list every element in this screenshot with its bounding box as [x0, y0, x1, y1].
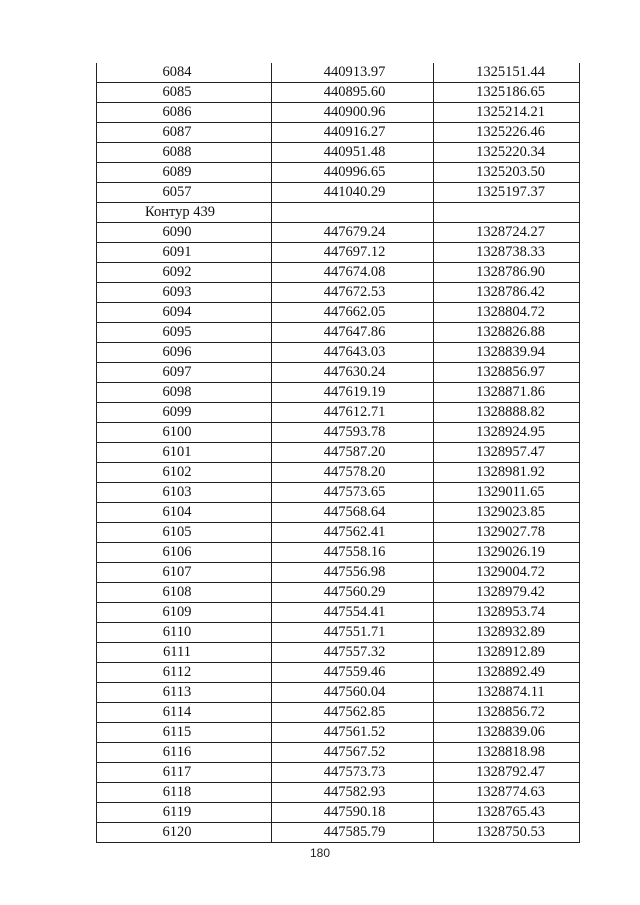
x-coordinate-cell: 447559.46	[272, 663, 434, 683]
table-row	[97, 403, 580, 423]
table-row	[97, 483, 580, 503]
table-row	[97, 523, 580, 543]
y-coordinate-cell: 1328724.27	[434, 223, 580, 243]
table-row	[97, 183, 580, 203]
table-row	[97, 643, 580, 663]
x-coordinate-cell: 447585.79	[272, 823, 434, 843]
table-row	[97, 763, 580, 783]
y-coordinate-cell: 1328871.86	[434, 383, 580, 403]
table-row	[97, 263, 580, 283]
point-number-cell: 6093	[97, 283, 272, 303]
table-row	[97, 83, 580, 103]
point-number-cell: 6115	[97, 723, 272, 743]
point-number-cell: 6110	[97, 623, 272, 643]
table-row	[97, 243, 580, 263]
table-row	[97, 723, 580, 743]
x-coordinate-cell: 447590.18	[272, 803, 434, 823]
x-coordinate-cell: 447672.53	[272, 283, 434, 303]
point-number-cell: 6120	[97, 823, 272, 843]
point-number-cell: 6099	[97, 403, 272, 423]
table-row	[97, 123, 580, 143]
y-coordinate-cell: 1328953.74	[434, 603, 580, 623]
table-row	[97, 363, 580, 383]
x-coordinate-cell: 440913.97	[272, 63, 434, 83]
x-coordinate-cell: 447578.20	[272, 463, 434, 483]
point-number-cell: 6091	[97, 243, 272, 263]
x-coordinate-cell: 440900.96	[272, 103, 434, 123]
x-coordinate-cell: 447557.32	[272, 643, 434, 663]
point-number-cell: 6094	[97, 303, 272, 323]
y-coordinate-cell: 1325220.34	[434, 143, 580, 163]
point-number-cell: 6117	[97, 763, 272, 783]
y-coordinate-cell: 1328750.53	[434, 823, 580, 843]
y-coordinate-cell: 1328839.06	[434, 723, 580, 743]
x-coordinate-cell: 447573.73	[272, 763, 434, 783]
table-row	[97, 623, 580, 643]
x-coordinate-cell: 440951.48	[272, 143, 434, 163]
x-coordinate-cell: 440895.60	[272, 83, 434, 103]
point-number-cell: 6105	[97, 523, 272, 543]
table-row	[97, 783, 580, 803]
table-row	[97, 223, 580, 243]
point-number-cell: 6108	[97, 583, 272, 603]
coordinates-table	[96, 63, 580, 843]
point-number-cell: 6109	[97, 603, 272, 623]
point-number-cell: 6118	[97, 783, 272, 803]
y-coordinate-cell: 1328786.90	[434, 263, 580, 283]
y-coordinate-cell: 1325203.50	[434, 163, 580, 183]
point-number-cell: 6097	[97, 363, 272, 383]
section-row	[97, 203, 580, 223]
x-coordinate-cell: 447567.52	[272, 743, 434, 763]
point-number-cell: 6114	[97, 703, 272, 723]
table-row	[97, 383, 580, 403]
y-coordinate-cell: 1328957.47	[434, 443, 580, 463]
y-coordinate-cell: 1328792.47	[434, 763, 580, 783]
table-row	[97, 283, 580, 303]
x-coordinate-cell: 447630.24	[272, 363, 434, 383]
table-cell-empty	[272, 203, 434, 223]
y-coordinate-cell: 1328786.42	[434, 283, 580, 303]
x-coordinate-cell: 447619.19	[272, 383, 434, 403]
x-coordinate-cell: 447556.98	[272, 563, 434, 583]
table-row	[97, 563, 580, 583]
y-coordinate-cell: 1329011.65	[434, 483, 580, 503]
point-number-cell: 6100	[97, 423, 272, 443]
y-coordinate-cell: 1328774.63	[434, 783, 580, 803]
point-number-cell: 6092	[97, 263, 272, 283]
table-row	[97, 543, 580, 563]
y-coordinate-cell: 1328765.43	[434, 803, 580, 823]
y-coordinate-cell: 1328912.89	[434, 643, 580, 663]
point-number-cell: 6088	[97, 143, 272, 163]
coordinate-sheet	[96, 63, 579, 843]
y-coordinate-cell: 1328738.33	[434, 243, 580, 263]
point-number-cell: 6112	[97, 663, 272, 683]
table-row	[97, 443, 580, 463]
x-coordinate-cell: 447593.78	[272, 423, 434, 443]
page-number: 180	[309, 846, 331, 860]
point-number-cell: 6106	[97, 543, 272, 563]
table-row	[97, 663, 580, 683]
x-coordinate-cell: 447582.93	[272, 783, 434, 803]
x-coordinate-cell: 440996.65	[272, 163, 434, 183]
point-number-cell: 6084	[97, 63, 272, 83]
x-coordinate-cell: 447560.29	[272, 583, 434, 603]
table-row	[97, 423, 580, 443]
y-coordinate-cell: 1328979.42	[434, 583, 580, 603]
y-coordinate-cell: 1328888.82	[434, 403, 580, 423]
table-row	[97, 703, 580, 723]
table-row	[97, 143, 580, 163]
point-number-cell: 6095	[97, 323, 272, 343]
table-row	[97, 823, 580, 843]
table-row	[97, 63, 580, 83]
table-row	[97, 803, 580, 823]
y-coordinate-cell: 1325197.37	[434, 183, 580, 203]
table-row	[97, 503, 580, 523]
x-coordinate-cell: 447560.04	[272, 683, 434, 703]
y-coordinate-cell: 1328856.72	[434, 703, 580, 723]
section-label: Контур 439	[97, 203, 272, 223]
x-coordinate-cell: 447612.71	[272, 403, 434, 423]
x-coordinate-cell: 447643.03	[272, 343, 434, 363]
table-row	[97, 163, 580, 183]
y-coordinate-cell: 1325214.21	[434, 103, 580, 123]
y-coordinate-cell: 1325226.46	[434, 123, 580, 143]
point-number-cell: 6113	[97, 683, 272, 703]
table-row	[97, 323, 580, 343]
y-coordinate-cell: 1329004.72	[434, 563, 580, 583]
y-coordinate-cell: 1328804.72	[434, 303, 580, 323]
table-cell-empty	[434, 203, 580, 223]
x-coordinate-cell: 441040.29	[272, 183, 434, 203]
table-row	[97, 303, 580, 323]
table-row	[97, 743, 580, 763]
y-coordinate-cell: 1329023.85	[434, 503, 580, 523]
table-row	[97, 343, 580, 363]
point-number-cell: 6102	[97, 463, 272, 483]
point-number-cell: 6116	[97, 743, 272, 763]
coordinates-table-body	[97, 63, 580, 843]
y-coordinate-cell: 1328826.88	[434, 323, 580, 343]
table-row	[97, 583, 580, 603]
x-coordinate-cell: 447562.85	[272, 703, 434, 723]
x-coordinate-cell: 447679.24	[272, 223, 434, 243]
y-coordinate-cell: 1325151.44	[434, 63, 580, 83]
y-coordinate-cell: 1329027.78	[434, 523, 580, 543]
point-number-cell: 6119	[97, 803, 272, 823]
point-number-cell: 6103	[97, 483, 272, 503]
x-coordinate-cell: 447568.64	[272, 503, 434, 523]
y-coordinate-cell: 1329026.19	[434, 543, 580, 563]
x-coordinate-cell: 447551.71	[272, 623, 434, 643]
point-number-cell: 6096	[97, 343, 272, 363]
y-coordinate-cell: 1328839.94	[434, 343, 580, 363]
x-coordinate-cell: 447554.41	[272, 603, 434, 623]
table-row	[97, 603, 580, 623]
y-coordinate-cell: 1328932.89	[434, 623, 580, 643]
point-number-cell: 6085	[97, 83, 272, 103]
point-number-cell: 6057	[97, 183, 272, 203]
y-coordinate-cell: 1328924.95	[434, 423, 580, 443]
point-number-cell: 6087	[97, 123, 272, 143]
y-coordinate-cell: 1328818.98	[434, 743, 580, 763]
y-coordinate-cell: 1325186.65	[434, 83, 580, 103]
x-coordinate-cell: 447561.52	[272, 723, 434, 743]
y-coordinate-cell: 1328892.49	[434, 663, 580, 683]
x-coordinate-cell: 447647.86	[272, 323, 434, 343]
point-number-cell: 6111	[97, 643, 272, 663]
x-coordinate-cell: 447697.12	[272, 243, 434, 263]
point-number-cell: 6089	[97, 163, 272, 183]
table-row	[97, 683, 580, 703]
y-coordinate-cell: 1328856.97	[434, 363, 580, 383]
x-coordinate-cell: 447573.65	[272, 483, 434, 503]
y-coordinate-cell: 1328874.11	[434, 683, 580, 703]
x-coordinate-cell: 447662.05	[272, 303, 434, 323]
point-number-cell: 6086	[97, 103, 272, 123]
point-number-cell: 6107	[97, 563, 272, 583]
table-row	[97, 463, 580, 483]
table-row	[97, 103, 580, 123]
y-coordinate-cell: 1328981.92	[434, 463, 580, 483]
x-coordinate-cell: 447558.16	[272, 543, 434, 563]
x-coordinate-cell: 447562.41	[272, 523, 434, 543]
x-coordinate-cell: 447674.08	[272, 263, 434, 283]
point-number-cell: 6101	[97, 443, 272, 463]
point-number-cell: 6104	[97, 503, 272, 523]
x-coordinate-cell: 440916.27	[272, 123, 434, 143]
point-number-cell: 6098	[97, 383, 272, 403]
x-coordinate-cell: 447587.20	[272, 443, 434, 463]
point-number-cell: 6090	[97, 223, 272, 243]
